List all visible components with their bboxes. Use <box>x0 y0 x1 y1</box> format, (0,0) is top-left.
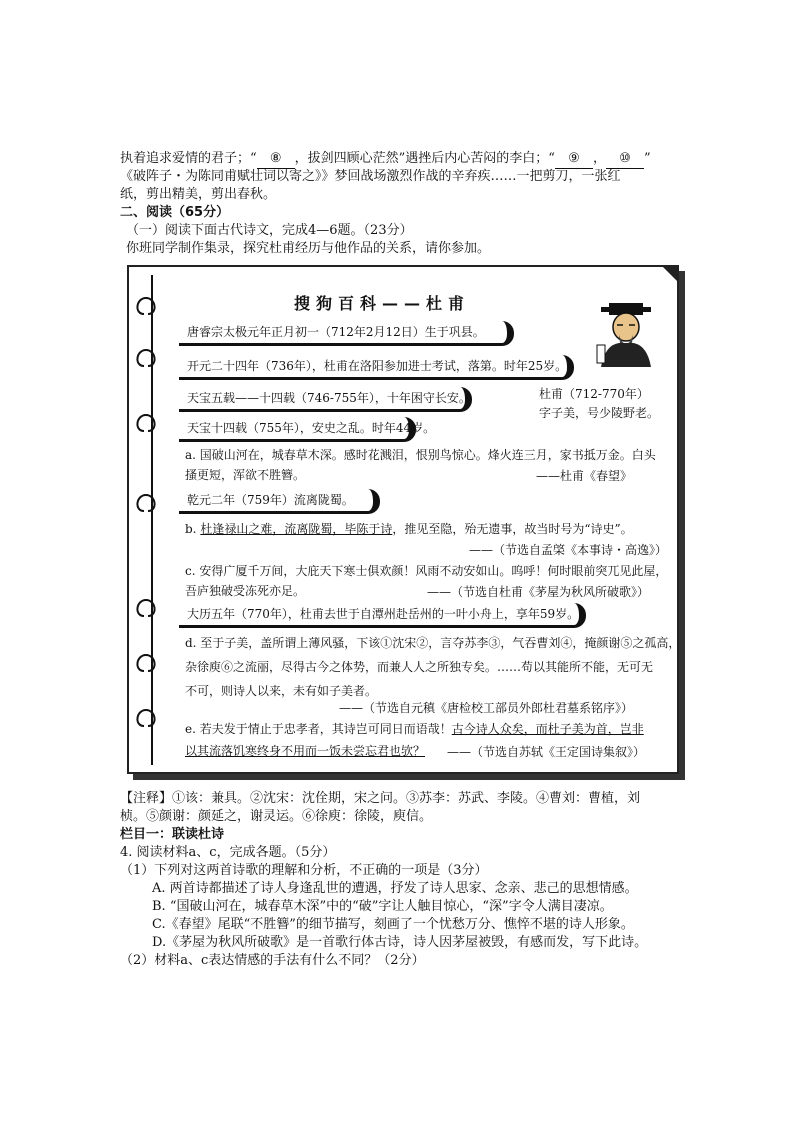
material-d-line-3: 不可，则诗人以来，未有如子美者。 <box>185 684 378 698</box>
material-b-source: ——（节选自孟棨《本事诗・高逸》） <box>469 543 668 557</box>
blank-9[interactable]: ⑨ <box>555 150 593 169</box>
intro-line-3: 纸，剪出精美，剪出春秋。 <box>120 187 277 202</box>
section-2-heading: 二、阅读（65分） <box>120 205 230 220</box>
material-a-line-1: a. 国破山河在，城春草木深。感时花溅泪，恨别鸟惊心。烽火连三月，家书抵万金。白头 <box>185 448 656 462</box>
material-e-prefix: e. 若夫发于情止于忠孝者，其诗岂可同日而语哉！ <box>185 722 452 736</box>
material-d-line-1: d. 至于子美，盖所谓上薄风骚，下该①沈宋②，言夺苏李③，气吞曹刘④，掩颜谢⑤之孤高， <box>185 636 681 650</box>
binder-ring-icon <box>132 707 160 729</box>
intro-line-2: 《破阵子・为陈同甫赋壮词以寄之》》梦回战场激烈作战的辛弃疾……一把剪刀，一张红 <box>120 169 621 184</box>
question-4: 4. 阅读材料a、c，完成各题。（5分） <box>120 845 336 860</box>
card-title: 搜狗百科——杜甫 <box>294 294 471 313</box>
material-e-source: ——（节选自苏轼《王定国诗集叙》） <box>447 745 646 759</box>
binder-ring-icon <box>132 295 160 317</box>
blank-10[interactable]: ⑩ <box>606 150 644 169</box>
notes-line-2: 桢。⑤颜谢：颜延之，谢灵运。⑥徐庾：徐陵，庾信。 <box>120 809 433 824</box>
option-d[interactable]: D.《茅屋为秋风所破歌》是一首歌行体古诗，诗人因茅屋被毁，有感而发，写下此诗。 <box>152 935 648 950</box>
binder-ring-icon <box>132 412 160 434</box>
blank-8[interactable]: ⑧ <box>257 150 295 169</box>
binder-ring-icon <box>132 492 160 514</box>
timeline-event: 天宝十四载（755年），安史之乱。时年44岁。 <box>179 417 416 442</box>
timeline-event: 大历五年（770年），杜甫去世于自潭州赴岳州的一叶小舟上，享年59岁。 <box>179 603 586 628</box>
material-b-prefix: b. <box>185 522 201 536</box>
material-e-line-2 <box>185 741 425 761</box>
section-2-subheading: （一）阅读下面古代诗文，完成4—6题。（23分） <box>126 223 413 238</box>
option-a[interactable]: A. 两首诗都描述了诗人身逢乱世的遭遇，抒发了诗人思家、念亲、悲己的思想情感。 <box>152 881 638 896</box>
material-b-line-1 <box>185 519 633 539</box>
binder-ring-icon <box>132 597 160 619</box>
question-4-1: （1）下列对这两首诗歌的理解和分析，不正确的一项是（3分） <box>120 863 488 878</box>
material-b-rest: ，推见至隐，殆无遗事，故当时号为“诗史”。 <box>392 522 633 536</box>
material-a-line-2: 搔更短，浑欲不胜簪。 <box>185 468 306 482</box>
baike-card <box>127 265 679 774</box>
material-b-underlined: 杜逢禄山之难，流离陇蜀，毕陈于诗 <box>200 522 393 536</box>
material-d-source: ——（节选自元稹《唐检校工部员外郎杜君墓系铭序》） <box>339 701 634 715</box>
timeline-event: 唐睿宗太极元年正月初一（712年2月12日）生于巩县。 <box>179 321 514 346</box>
intro-text-a: 执着追求爱情的君子；“ <box>120 151 257 166</box>
material-a-source: ——杜甫《春望》 <box>536 469 633 483</box>
bio-name: 杜甫（712-770年） <box>539 387 649 401</box>
intro-text-b: ，拔剑四顾心茫然”遇挫后内心苦闷的李白；“ <box>294 151 555 166</box>
material-c-line-1: c. 安得广厦千万间，大庇天下寒士俱欢颜！风雨不动安如山。呜呼！何时眼前突兀见此屋， <box>185 564 668 578</box>
section-2-prompt: 你班同学制作集录，探究杜甫经历与他作品的关系，请你参加。 <box>126 241 491 256</box>
intro-text-c: ” <box>643 151 651 166</box>
option-c[interactable]: C.《春望》尾联“不胜簪”的细节描写，刻画了一个忧愁万分、憔悴不堪的诗人形象。 <box>152 917 634 932</box>
material-e-underlined-2: 以其流落饥寒终身不用而一饭未尝忘君也欤？ <box>185 744 426 758</box>
bio-zi: 字子美，号少陵野老。 <box>539 406 660 420</box>
timeline-event: 天宝五载——十四载（746-755年），十年困守长安。 <box>179 387 472 412</box>
card-corner-fold <box>661 265 679 283</box>
notes-line-1: 【注释】①该：兼具。②沈宋：沈佺期，宋之问。③苏李：苏武、李陵。④曹刘：曹植，刘 <box>120 791 641 806</box>
material-c-line-2: 吾庐独破受冻死亦足。 <box>185 584 306 598</box>
option-b[interactable]: B. “国破山河在，城春草木深”中的“破”字让人触目惊心，“深”字令人满目凄凉。 <box>152 899 613 914</box>
column-1-heading: 栏目一：联读杜诗 <box>120 827 225 842</box>
material-c-source: ——（节选自杜甫《茅屋为秋风所破歌》） <box>427 585 650 599</box>
material-e-line-1 <box>185 719 644 739</box>
question-4-2: （2）材料a、c表达情感的手法有什么不同？（2分） <box>120 953 425 968</box>
du-fu-portrait-icon <box>595 301 657 367</box>
intro-line-1: 执着追求爱情的君子；“ ⑧ ，拔剑四顾心茫然”遇挫后内心苦闷的李白；“ ⑨ ， ⑩ ” <box>120 150 651 169</box>
binder-ring-icon <box>132 347 160 369</box>
timeline-event: 开元二十四年（736年），杜甫在洛阳参加进士考试，落第。时年25岁。 <box>179 355 574 380</box>
material-d-line-2: 杂徐庾⑥之流丽，尽得古今之体势，而兼人人之所独专矣。……苟以其能所不能，无可无 <box>185 660 654 674</box>
timeline-event: 乾元二年（759年）流离陇蜀。 <box>179 489 380 514</box>
material-e-underlined-1: 古今诗人众矣，而杜子美为首，岂非 <box>451 722 644 736</box>
binder-ring-icon <box>132 652 160 674</box>
